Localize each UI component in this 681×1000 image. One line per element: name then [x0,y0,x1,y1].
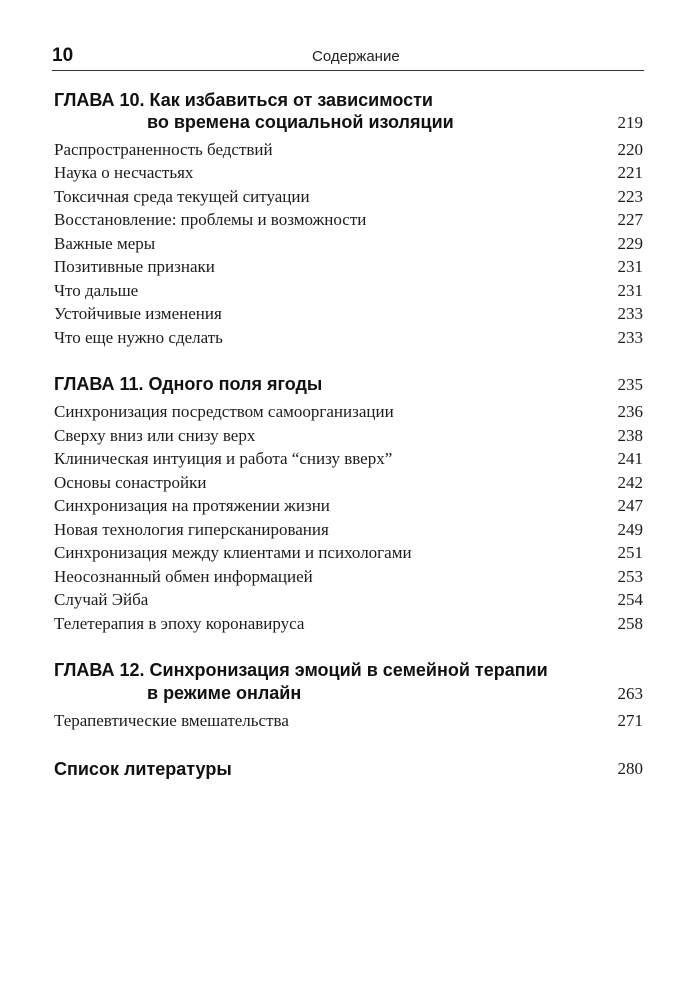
toc-entry: Терапевтические вмешательства [54,711,289,730]
toc-entry: Что еще нужно сделать [54,328,223,347]
toc-entry: Что дальше [54,281,139,300]
toc-entry-page: 238 [617,426,643,445]
toc-entry: Неосознанный обмен информацией [54,567,313,586]
chapter-11-page: 235 [617,375,643,394]
toc-entry: Синхронизация между клиентами и психологами [54,543,412,562]
toc-entry-page: 231 [617,257,643,276]
toc-entry-page: 220 [617,140,643,159]
toc-entry: Устойчивые изменения [54,304,222,323]
toc-entry-page: 241 [617,449,643,468]
running-header-title: Содержание [312,48,400,65]
toc-entry-page: 233 [617,304,643,323]
bibliography-title: Список литературы [54,759,232,779]
toc-entry-page: 236 [617,402,643,421]
toc-entry: Наука о несчастьях [54,163,194,182]
toc-entry: Сверху вниз или снизу верх [54,426,256,445]
toc-entry-page: 229 [617,234,643,253]
toc-entry-page: 221 [617,163,643,182]
toc-entry: Распространенность бедствий [54,140,273,159]
bibliography-page: 280 [617,759,643,778]
toc-entry: Важные меры [54,234,156,253]
toc-entry: Синхронизация посредством самоорганизации [54,402,394,421]
toc-entry-page: 253 [617,567,643,586]
toc-entry-page: 233 [617,328,643,347]
toc-entry-page: 251 [617,543,643,562]
toc-entry: Телетерапия в эпоху коронавируса [54,614,305,633]
toc-entry: Клиническая интуиция и работа “снизу вверх” [54,449,393,468]
chapter-11-title: ГЛАВА 11. Одного поля ягоды [54,374,323,394]
toc-entry-page: 242 [617,473,643,492]
toc-entry: Восстановление: проблемы и возможности [54,210,367,229]
toc-entry: Новая технология гиперсканирования [54,520,329,539]
toc-entry-page: 271 [617,711,643,730]
toc-entry: Основы сонастройки [54,473,207,492]
toc-entry: Случай Эйба [54,590,149,609]
toc-entry-page: 247 [617,496,643,515]
toc-entry-page: 223 [617,187,643,206]
running-header [52,44,644,71]
chapter-12-title-line-2: в режиме онлайн [147,683,302,703]
toc-entry: Синхронизация на протяжении жизни [54,496,330,515]
chapter-12-page: 263 [617,684,643,703]
chapter-12-title-line-1: ГЛАВА 12. Синхронизация эмоций в семейной терапии [54,660,548,680]
chapter-10-title-line-2: во времена социальной изоляции [147,112,454,132]
toc-entry: Позитивные признаки [54,257,215,276]
chapter-10-title-line-1: ГЛАВА 10. Как избавиться от зависимости [54,90,433,110]
page-number: 10 [52,45,74,66]
toc-entry-page: 227 [617,210,643,229]
toc-entry-page: 254 [617,590,643,609]
toc-entry-page: 231 [617,281,643,300]
toc-entry-page: 249 [617,520,643,539]
toc-entry: Токсичная среда текущей ситуации [54,187,310,206]
chapter-10-page: 219 [617,113,643,132]
toc-entry-page: 258 [617,614,643,633]
